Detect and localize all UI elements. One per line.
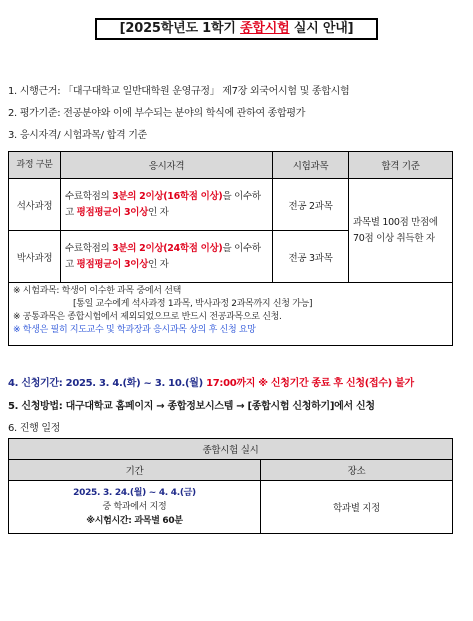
- subjects-masters: 전공 2과목: [273, 179, 349, 231]
- title-highlight: 종합시험: [240, 21, 290, 36]
- course-doctoral: 박사과정: [9, 231, 61, 283]
- application-method: 5. 신청방법: 대구대학교 홈페이지 → 종합정보시스템 → [종합시험 신청하기]에서 신청: [8, 401, 375, 412]
- notes-cell: [9, 283, 453, 346]
- header-criteria: 합격 기준: [349, 152, 453, 179]
- note-subjects: ※ 시험과목: 학생이 이수한 과목 중에서 선택: [13, 286, 182, 296]
- header-qualification: 응시자격: [61, 152, 273, 179]
- item-criteria: 2. 평가기준: 전공분야와 이에 부수되는 분야의 학식에 관하여 종합평가: [8, 108, 306, 119]
- application-period: 4. 신청기간: 2025. 3. 4.(화) ~ 3. 10.(월) 17:00까지 ※ 신청기간 종료 후 신청(접수) 불가: [8, 378, 414, 389]
- header-period: 기간: [9, 460, 261, 481]
- qualification-doctoral: 수료학점의 3분의 2이상(24학점 이상)을 이수하고 평점평균이 3이상인 자: [61, 231, 273, 283]
- note-limit: [통일 교수에게 석사과정 1과목, 박사과정 2과목까지 신청 가능]: [73, 299, 313, 309]
- qualification-table: [8, 151, 453, 346]
- header-place: 장소: [261, 460, 453, 481]
- schedule-caption: 종합시험 실시: [9, 439, 453, 460]
- exam-period: [9, 481, 261, 534]
- course-masters: 석사과정: [9, 179, 61, 231]
- note-common: ※ 공통과목은 종합시험에서 제외되었으므로 반드시 전공과목으로 신청.: [13, 312, 282, 322]
- title-prefix: [2025학년도 1학기: [119, 21, 241, 36]
- page-title: [95, 18, 378, 40]
- subjects-doctoral: 전공 3과목: [273, 231, 349, 283]
- item-basis: 1. 시행근거: 「대구대학교 일반대학원 운영규정」 제7장 외국어시험 및 종합시험: [8, 86, 350, 97]
- exam-time-note: ※시험시간: 과목별 60분: [86, 516, 183, 526]
- schedule-label: 6. 진행 일정: [8, 423, 61, 434]
- header-course: 과정 구분: [9, 152, 61, 179]
- title-suffix: 실시 안내]: [289, 21, 354, 36]
- pass-criteria: 과목별 100점 만점에 70점 이상 취득한 자: [349, 179, 453, 283]
- exam-date: 2025. 3. 24.(월) ~ 4. 4.(금): [73, 488, 196, 498]
- table-row: [9, 179, 453, 231]
- note-advisor: ※ 학생은 필히 지도교수 및 학과장과 응시과목 상의 후 신청 요망: [13, 325, 256, 335]
- item-qualification: 3. 응시자격/ 시험과목/ 합격 기준: [8, 130, 147, 141]
- header-subjects: 시험과목: [273, 152, 349, 179]
- exam-place: 학과별 지정: [261, 481, 453, 534]
- schedule-table: [8, 438, 453, 534]
- table-row: [9, 481, 453, 534]
- qualification-masters: 수료학점의 3분의 2이상(16학점 이상)을 이수하고 평점평균이 3이상인 자: [61, 179, 273, 231]
- exam-date-sub: 중 학과에서 지정: [102, 502, 167, 512]
